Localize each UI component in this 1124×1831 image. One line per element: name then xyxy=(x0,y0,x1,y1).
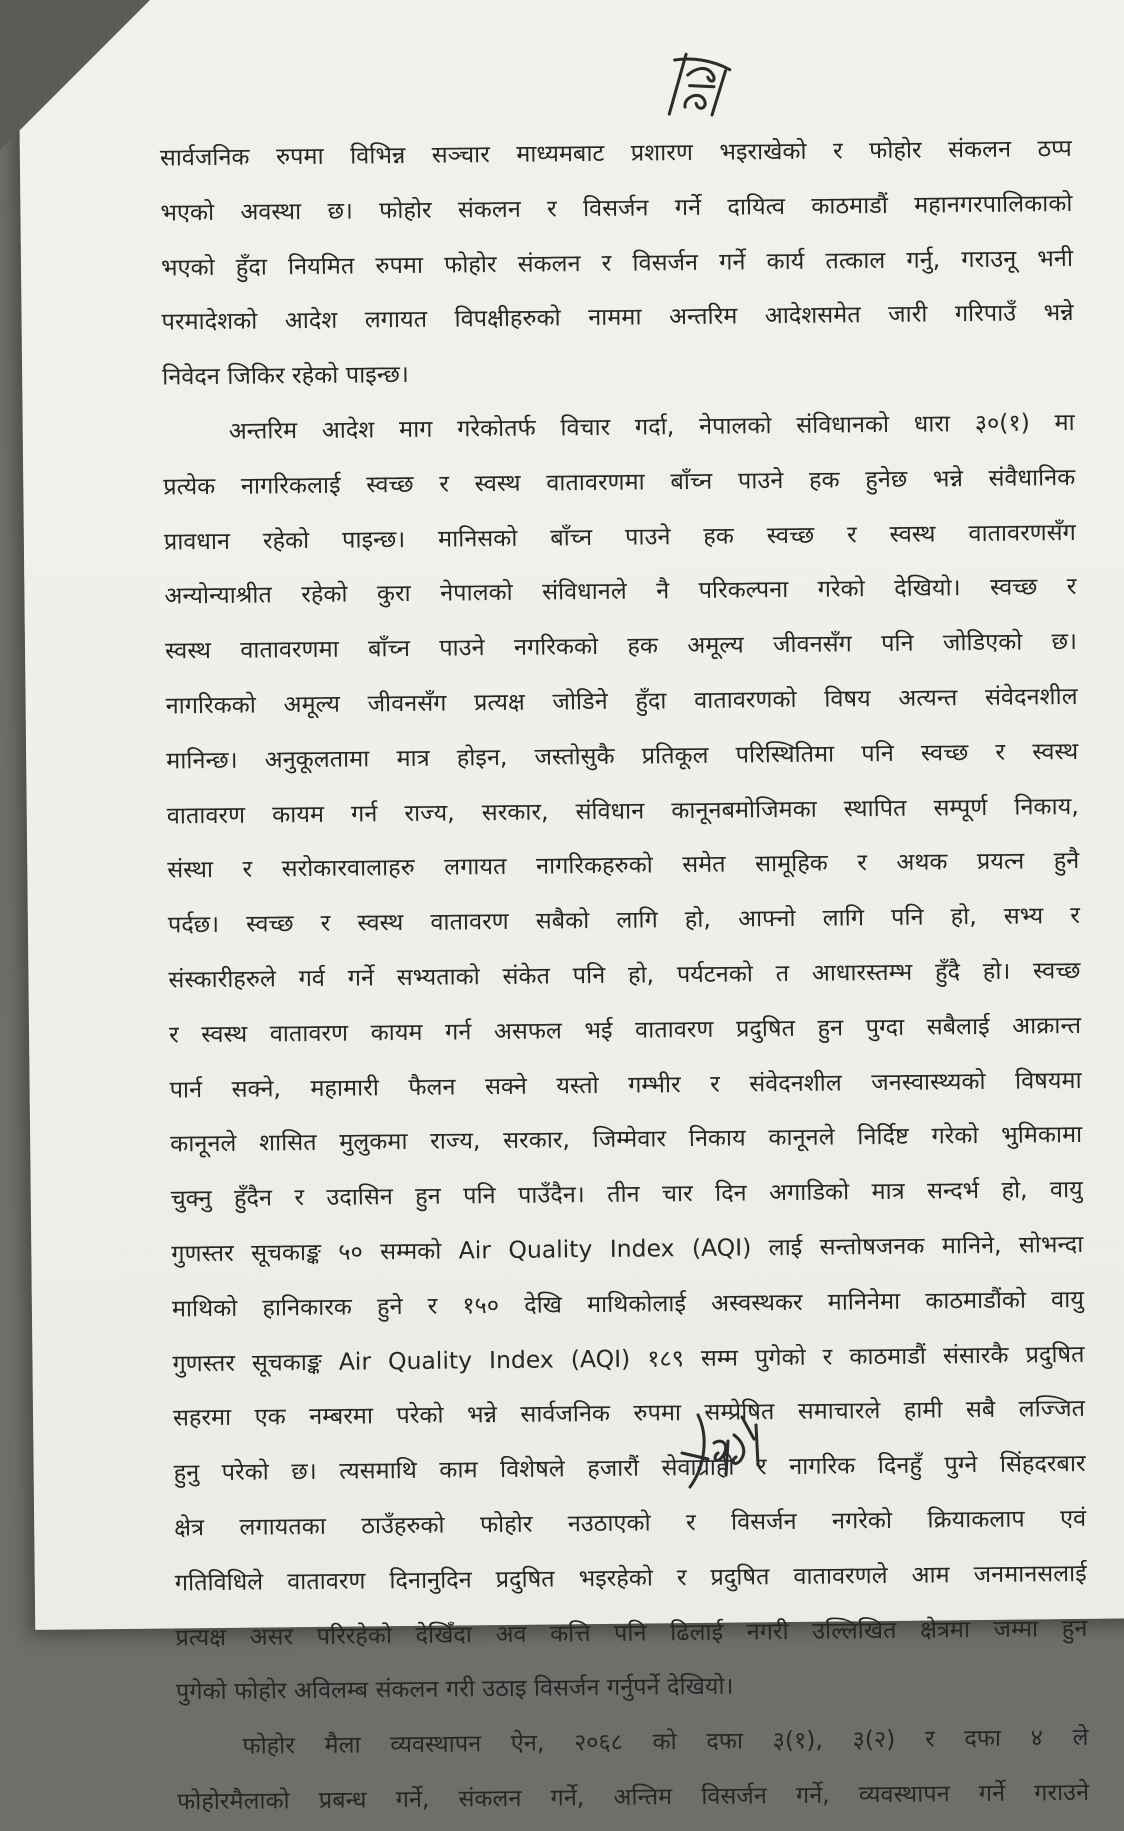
text-line: गतिविधिले वातावरण दिनानुदिन प्रदुषित भइरहेको र प्रदुषित वातावरणले आम जनमानसलाई xyxy=(174,1558,1087,1597)
text-line: प्रत्यक्ष असर परिरहेको देखिँदा अव कत्ति पनि ढिलाई नगरी उल्लिखित क्षेत्रमा जम्मा हुन xyxy=(175,1613,1088,1651)
text-line: नागरिकको अमूल्य जीवनसँग प्रत्यक्ष जोडिने हुँदा वातावरणको विषय अत्यन्त संवेदनशील xyxy=(165,681,1078,720)
text-line: हुनु परेको छ। त्यसमाथि काम विशेषले हजारौं सेवाग्राही र नागरिक दिनहुँ पुग्ने सिंहदरबार xyxy=(173,1449,1086,1487)
text-line: गुणस्तर सूचकाङ्क ५० सम्मको Air Quality Index (AQI) लाई सन्तोषजनक मानिने, सोभन्दा xyxy=(171,1229,1084,1268)
text-line: कानूनले शासित मुलुकमा राज्य, सरकार, जिम्मेवार निकाय कानूनले निर्दिष्ट गरेको भुमिकामा xyxy=(170,1120,1083,1158)
signature-icon xyxy=(668,1395,778,1505)
paragraph-start-line: फोहोर मैला व्यवस्थापन ऐन, २०६८ को दफा ३(१), ३(२) र दफा ४ ले xyxy=(242,1722,1089,1760)
text-line: प्रत्येक नागरिकलाई स्वच्छ र स्वस्थ वातावरणमा बाँच्न पाउने हक हुनेछ भन्ने संवैधानिक xyxy=(163,462,1076,501)
text-line: पार्न सक्ने, महामारी फैलन सक्ने यस्तो गम्भीर र संवेदनशील जनस्वास्थ्यको विषयमा xyxy=(169,1065,1082,1104)
text-line: प्रावधान रहेको पाइन्छ। मानिसको बाँच्न पाउने हक स्वच्छ र स्वस्थ वातावरणसँग xyxy=(163,517,1076,556)
text-line: सार्वजनिक रुपमा विभिन्न सञ्चार माध्यमबाट प्रशारण भइराखेको र फोहोर संकलन ठप्प xyxy=(159,133,1072,172)
text-line: वातावरण कायम गर्न राज्य, सरकार, संविधान कानूनबमोजिमका स्थापित सम्पूर्ण निकाय, xyxy=(166,791,1079,830)
text-line: क्षेत्र लगायतका ठाउँहरुको फोहोर नउठाएको र विसर्जन नगरेको क्रियाकलाप एवं xyxy=(174,1503,1087,1542)
document-page xyxy=(18,0,1124,1816)
text-line: सहरमा एक नम्बरमा परेको भन्ने सार्वजनिक रुपमा सम्प्रेषित समाचारले हामी सबै लज्जित xyxy=(172,1394,1086,1432)
text-line: मानिन्छ। अनुकूलतामा मात्र होइन, जस्तोसुकै प्रतिकूल परिस्थितिमा पनि स्वच्छ र स्वस्थ xyxy=(166,736,1079,775)
text-line: संस्कारीहरुले गर्व गर्ने सभ्यताको संकेत पनि हो, पर्यटनको त आधारस्तम्भ हुँदै हो। स्वच्छ xyxy=(168,955,1081,994)
text-line: अन्योन्याश्रीत रहेको कुरा नेपालको संविधानले नै परिकल्पना गरेको देखियो। स्वच्छ र xyxy=(164,572,1077,610)
signature-icon xyxy=(648,32,755,139)
text-line: स्वस्थ वातावरणमा बाँच्न पाउने नगरिकको हक अमूल्य जीवनसँग पनि जोडिएको छ। xyxy=(164,627,1078,665)
text-line: भएको हुँदा नियमित रुपमा फोहोर संकलन र विसर्जन गर्ने कार्य तत्काल गर्नु, गराउनू भनी xyxy=(160,243,1074,282)
document-body xyxy=(160,121,1090,1829)
text-line: र स्वस्थ वातावरण कायम गर्न असफल भई वातावरण प्रदुषित हुन पुग्दा सबैलाई आक्रान्त xyxy=(168,1010,1082,1049)
text-line: निवेदन जिकिर रहेको पाइन्छ। xyxy=(162,360,409,391)
text-line: संस्था र सरोकारवालाहरु लगायत नागरिकहरुको समेत सामूहिक र अथक प्रयत्न हुनै xyxy=(167,846,1080,884)
text-line: चुक्नु हुँदैन र उदासिन हुन पनि पाउँदैन। तीन चार दिन अगाडिको मात्र सन्दर्भ हो, वायु xyxy=(170,1175,1083,1213)
text-line: गुणस्तर सूचकाङ्क Air Quality Index (AQI) १८९ सम्म पुगेको र काठमाडौं संसारकै प्रदुषित xyxy=(172,1339,1085,1377)
initial-signature-top xyxy=(648,32,755,139)
page-corner-shadow xyxy=(0,0,150,150)
text-line: परमादेशको आदेश लगायत विपक्षीहरुको नाममा अन्तरिम आदेशसमेत जारी गरिपाउँ भन्ने xyxy=(161,298,1074,336)
text-line: पुगेको फोहोर अविलम्ब संकलन गरी उठाइ विसर्जन गर्नुपर्ने देखियो। xyxy=(175,1671,734,1706)
text-line: पर्दछ। स्वच्छ र स्वस्थ वातावरण सबैको लागि हो, आफ्नो लागि पनि हो, सभ्य र xyxy=(167,901,1080,939)
paragraph-start-line: अन्तरिम आदेश माग गरेकोतर्फ विचार गर्दा, नेपालको संविधानको धारा ३०(१) मा xyxy=(228,407,1075,445)
text-line: फोहोरमैलाको प्रबन्ध गर्ने, संकलन गर्ने, अन्तिम विसर्जन गर्ने, व्यवस्थापन गर्ने गराउने xyxy=(176,1777,1090,1816)
text-line: माथिको हानिकारक हुने र १५० देखि माथिकोलाई अस्वस्थकर मानिनेमा काठमाडौंको वायु xyxy=(171,1284,1085,1323)
initial-signature-bottom xyxy=(668,1395,778,1505)
text-line: भएको अवस्था छ। फोहोर संकलन र विसर्जन गर्ने दायित्व काठमाडौं महानगरपालिकाको xyxy=(160,188,1073,227)
